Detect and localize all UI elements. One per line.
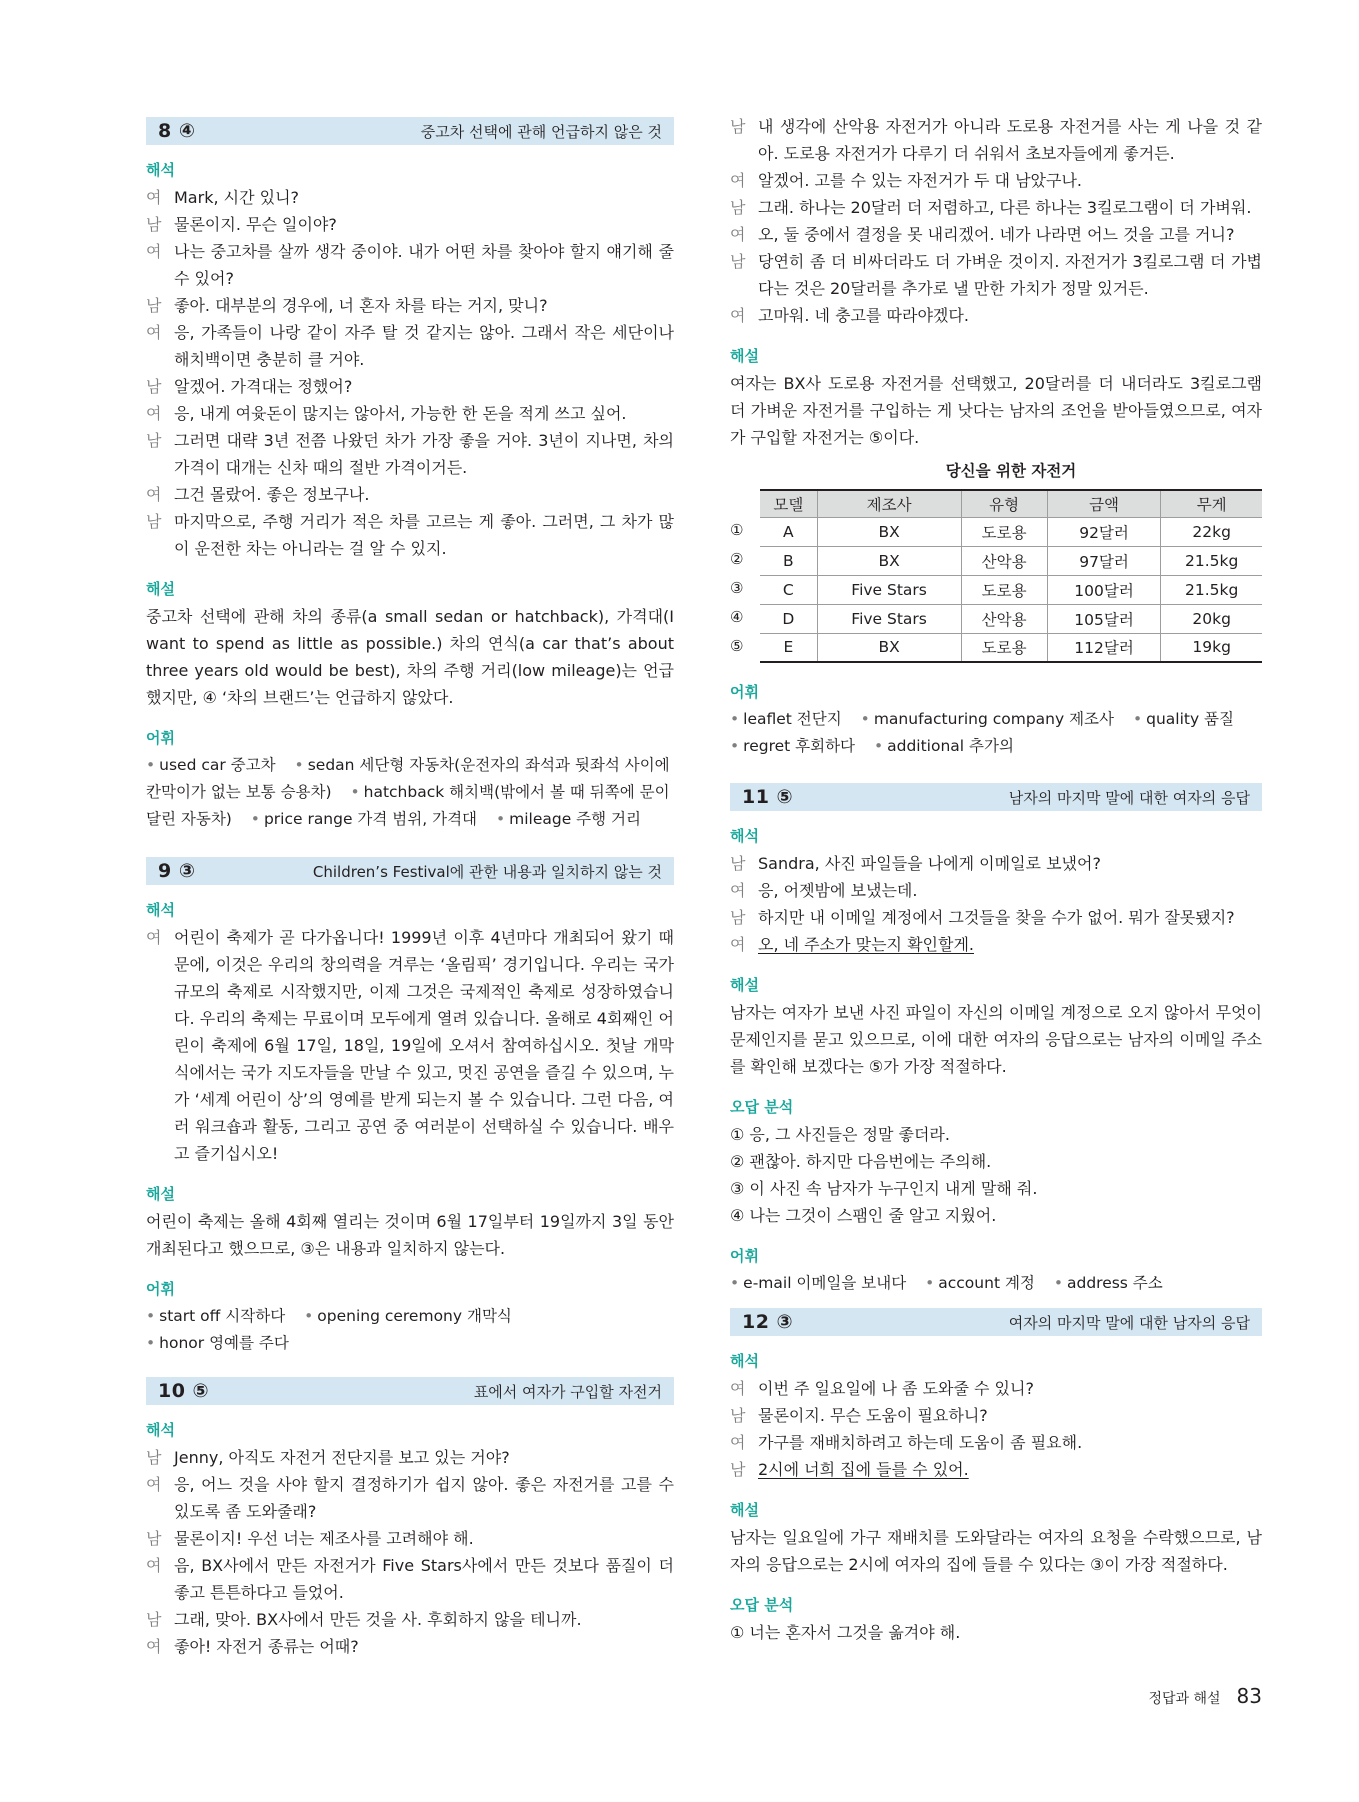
dialog-line bbox=[146, 481, 674, 508]
dialog-line bbox=[730, 1375, 1262, 1402]
utterance: 그래, 맞아. BX사에서 만든 것을 사. 후회하지 않을 테니까. bbox=[174, 1610, 582, 1629]
utterance: 고마워. 네 충고를 따라야겠다. bbox=[758, 306, 969, 325]
dialog-line bbox=[146, 238, 674, 292]
vocab-item: • regret 후회하다 bbox=[730, 737, 855, 755]
table-cell: C bbox=[760, 575, 817, 604]
table-row bbox=[760, 575, 1262, 604]
speaker: 남 bbox=[730, 117, 746, 136]
left-column bbox=[146, 117, 674, 1656]
utterance: 응, 내게 여윳돈이 많지는 않아서, 가능한 한 돈을 적게 쓰고 싶어. bbox=[174, 404, 627, 423]
dialog-line bbox=[730, 167, 1262, 194]
dialog-line bbox=[146, 1606, 674, 1633]
question-8 bbox=[146, 117, 674, 833]
table-title: 당신을 위한 자전거 bbox=[945, 462, 1077, 480]
utterance: Jenny, 아직도 자전거 전단지를 보고 있는 거야? bbox=[174, 1448, 510, 1467]
dialog-line bbox=[730, 194, 1262, 221]
table-cell: Five Stars bbox=[817, 604, 961, 633]
vocab-list bbox=[730, 706, 1262, 760]
speaker: 여 bbox=[730, 1433, 746, 1452]
section-label: 오답 분석 bbox=[730, 1596, 794, 1614]
question-11 bbox=[730, 783, 1262, 1297]
table-cell: 19kg bbox=[1161, 633, 1262, 662]
question-11-header bbox=[730, 783, 1262, 811]
question-number: 12 ③ bbox=[742, 1311, 794, 1333]
speaker: 여 bbox=[146, 928, 162, 947]
table-row bbox=[760, 633, 1262, 662]
dialog-line bbox=[146, 211, 674, 238]
dialog-line bbox=[146, 373, 674, 400]
explanation-text: 어린이 축제는 올해 4회째 열리는 것이며 6월 17일부터 19일까지 3일 동안 개최된다고 했으므로, ③은 내용과 일치하지 않는다. bbox=[146, 1212, 674, 1258]
utterance: 내 생각에 산악용 자전거가 아니라 도로용 자전거를 사는 게 나을 것 같아. 도로용 자전거가 다루기 더 쉬워서 초보자들에게 좋거든. bbox=[758, 117, 1262, 163]
section-label: 해석 bbox=[146, 161, 175, 179]
vocab-item: • price range 가격 범위, 가격대 bbox=[251, 810, 477, 828]
utterance: 물론이지. 무슨 도움이 필요하니? bbox=[758, 1406, 988, 1425]
speaker: 남 bbox=[146, 377, 162, 396]
wrong-option: ④ 나는 그것이 스팸인 줄 알고 지웠어. bbox=[730, 1206, 997, 1225]
dialog-line bbox=[730, 850, 1262, 877]
dialog-line bbox=[730, 1402, 1262, 1429]
speaker: 여 bbox=[146, 485, 162, 504]
section-label: 해석 bbox=[730, 1352, 759, 1370]
table-cell: 산악용 bbox=[961, 604, 1047, 633]
table-cell: BX bbox=[817, 517, 961, 546]
speaker: 여 bbox=[730, 935, 746, 954]
table-cell: E bbox=[760, 633, 817, 662]
dialog-line bbox=[146, 319, 674, 373]
vocab-item: • used car 중고차 bbox=[146, 756, 276, 774]
table-cell: 92달러 bbox=[1047, 517, 1161, 546]
table-cell: 도로용 bbox=[961, 575, 1047, 604]
dialog-line bbox=[730, 248, 1262, 302]
question-number: 11 ⑤ bbox=[742, 786, 794, 808]
utterance: 그래. 하나는 20달러 더 저렴하고, 다른 하나는 3킬로그램이 더 가벼워. bbox=[758, 198, 1252, 217]
utterance: 알겠어. 가격대는 정했어? bbox=[174, 377, 353, 396]
vocab-item: • honor 영예를 주다 bbox=[146, 1334, 289, 1352]
utterance: 응, 가족들이 나랑 같이 자주 탈 것 같지는 않아. 그래서 작은 세단이나 해치백이면 충분히 클 거야. bbox=[174, 323, 674, 369]
speaker: 남 bbox=[146, 1610, 162, 1629]
question-number: 10 ⑤ bbox=[158, 1380, 210, 1402]
speaker: 남 bbox=[146, 431, 162, 450]
explanation-text: 중고차 선택에 관해 차의 종류(a small sedan or hatchback), 가격대(I want to spend as little as possible.) 차의 연식(a car that’s about three years old would be best), 차의 주행 거리(low mileage)는 언급했지만, ④ ‘차의 브랜드’는 언급하지 않았다. bbox=[146, 607, 674, 707]
speaker: 여 bbox=[146, 1556, 162, 1575]
vocab-list bbox=[146, 1303, 674, 1357]
table-cell: 21.5kg bbox=[1161, 546, 1262, 575]
dialog-line bbox=[730, 931, 1262, 958]
dialog-line bbox=[146, 400, 674, 427]
question-topic: 여자의 마지막 말에 대한 남자의 응답 bbox=[1008, 1313, 1250, 1332]
table-cell: 산악용 bbox=[961, 546, 1047, 575]
wrong-option: ① 너는 혼자서 그것을 옮겨야 해. bbox=[730, 1623, 961, 1642]
speaker: 남 bbox=[730, 1460, 746, 1479]
utterance: 하지만 내 이메일 계정에서 그것들을 찾을 수가 없어. 뭐가 잘못됐지? bbox=[758, 908, 1235, 927]
bike-table bbox=[760, 489, 1262, 663]
dialog-line bbox=[730, 877, 1262, 904]
vocab-list bbox=[146, 752, 674, 833]
wrong-option: ① 응, 그 사진들은 정말 좋더라. bbox=[730, 1125, 950, 1144]
vocab-item: • account 계정 bbox=[925, 1274, 1035, 1292]
question-number: 9 ③ bbox=[158, 860, 196, 882]
dialog-line bbox=[730, 1456, 1262, 1483]
speaker: 남 bbox=[146, 1448, 162, 1467]
speaker: 남 bbox=[146, 1529, 162, 1548]
footer-label: 정답과 해설 bbox=[1148, 1691, 1221, 1707]
dialog-line bbox=[146, 1444, 674, 1471]
dialog-line bbox=[730, 904, 1262, 931]
dialog bbox=[146, 184, 674, 562]
question-topic: 남자의 마지막 말에 대한 여자의 응답 bbox=[1008, 788, 1250, 807]
speaker: 여 bbox=[730, 881, 746, 900]
column-header: 유형 bbox=[961, 490, 1047, 517]
utterance: 그러면 대략 3년 전쯤 나왔던 차가 가장 좋을 거야. 3년이 지나면, 차의 가격이 대개는 신차 때의 절반 가격이거든. bbox=[174, 431, 674, 477]
dialog-line bbox=[730, 221, 1262, 248]
table-cell: 112달러 bbox=[1047, 633, 1161, 662]
row-mark: ② bbox=[730, 550, 744, 568]
utterance: 오, 둘 중에서 결정을 못 내리겠어. 네가 나라면 어느 것을 고를 거니? bbox=[758, 225, 1235, 244]
speaker: 남 bbox=[146, 215, 162, 234]
table-cell: 20kg bbox=[1161, 604, 1262, 633]
utterance: 물론이지. 무슨 일이야? bbox=[174, 215, 337, 234]
utterance: 이번 주 일요일에 나 좀 도와줄 수 있니? bbox=[758, 1379, 1034, 1398]
dialog-line bbox=[146, 184, 674, 211]
section-label: 해설 bbox=[730, 976, 759, 994]
table-cell: 100달러 bbox=[1047, 575, 1161, 604]
vocab-item: • address 주소 bbox=[1054, 1274, 1163, 1292]
question-8-header bbox=[146, 117, 674, 145]
speaker: 여 bbox=[730, 306, 746, 325]
speaker: 남 bbox=[146, 296, 162, 315]
speaker: 여 bbox=[146, 242, 162, 261]
speaker: 남 bbox=[730, 908, 746, 927]
speaker: 여 bbox=[730, 225, 746, 244]
utterance: 가구를 재배치하려고 하는데 도움이 좀 필요해. bbox=[758, 1433, 1083, 1452]
vocab-item: • opening ceremony 개막식 bbox=[304, 1307, 512, 1325]
question-9-header bbox=[146, 857, 674, 885]
vocab-item: • leaflet 전단지 bbox=[730, 710, 842, 728]
question-topic: 중고차 선택에 관해 언급하지 않은 것 bbox=[420, 122, 662, 141]
vocab-item: • mileage 주행 거리 bbox=[496, 810, 641, 828]
speaker: 여 bbox=[146, 188, 162, 207]
question-12-header bbox=[730, 1308, 1262, 1336]
table-cell: 105달러 bbox=[1047, 604, 1161, 633]
dialog-line bbox=[146, 427, 674, 481]
question-topic: 표에서 여자가 구입할 자전거 bbox=[473, 1382, 662, 1401]
dialog-line bbox=[146, 1633, 674, 1660]
utterance: 좋아. 대부분의 경우에, 너 혼자 차를 타는 거지, 맞니? bbox=[174, 296, 548, 315]
vocab-item: • additional 추가의 bbox=[874, 737, 1014, 755]
question-9 bbox=[146, 857, 674, 1357]
explanation-text: 남자는 여자가 보낸 사진 파일이 자신의 이메일 계정으로 오지 않아서 무엇이 문제인지를 묻고 있으므로, 이에 대한 여자의 응답으로는 남자의 이메일 주소를 확인해 보겠다는 ⑤가 가장 적절하다. bbox=[730, 1003, 1262, 1076]
dialog-line bbox=[146, 924, 674, 1167]
vocab-item: • manufacturing company 제조사 bbox=[861, 710, 1114, 728]
bike-table-wrap bbox=[730, 489, 1262, 663]
speaker: 남 bbox=[730, 854, 746, 873]
section-label: 해설 bbox=[146, 580, 175, 598]
section-label: 해석 bbox=[146, 901, 175, 919]
utterance: 응, 어젯밤에 보냈는데. bbox=[758, 881, 918, 900]
section-label: 해석 bbox=[730, 827, 759, 845]
question-10-continued bbox=[730, 113, 1262, 760]
column-header: 무게 bbox=[1161, 490, 1262, 517]
table-cell: BX bbox=[817, 633, 961, 662]
vocab-item: • sedan 세단형 자동차(운전자의 좌석과 뒷좌석 사이에 칸막이가 없는 보통 승용차) bbox=[146, 756, 670, 801]
section-label: 어휘 bbox=[146, 1280, 175, 1298]
utterance: 물론이지! 우선 너는 제조사를 고려해야 해. bbox=[174, 1529, 474, 1548]
page-number: 83 bbox=[1236, 1684, 1262, 1708]
speaker: 남 bbox=[730, 252, 746, 271]
section-label: 어휘 bbox=[146, 729, 175, 747]
speaker: 남 bbox=[730, 198, 746, 217]
speaker: 여 bbox=[730, 1379, 746, 1398]
utterance: Sandra, 사진 파일들을 나에게 이메일로 보냈어? bbox=[758, 854, 1101, 873]
utterance: 음, BX사에서 만든 자전거가 Five Stars사에서 만든 것보다 품질이 더 좋고 튼튼하다고 들었어. bbox=[174, 1556, 674, 1602]
question-10-header bbox=[146, 1377, 674, 1405]
utterance: 좋아! 자전거 종류는 어때? bbox=[174, 1637, 359, 1656]
section-label: 해설 bbox=[730, 1501, 759, 1519]
row-mark: ⑤ bbox=[730, 637, 744, 655]
table-cell: BX bbox=[817, 546, 961, 575]
table-cell: 21.5kg bbox=[1161, 575, 1262, 604]
table-row bbox=[760, 517, 1262, 546]
speaker: 남 bbox=[730, 1406, 746, 1425]
column-header: 모델 bbox=[760, 490, 817, 517]
utterance: 어린이 축제가 곧 다가옵니다! 1999년 이후 4년마다 개최되어 왔기 때문에, 이것은 우리의 창의력을 겨루는 ‘올림픽’ 경기입니다. 우리는 국가 규모의 축제로 시작했지만, 이제 그것은 국제적인 축제로 성장하였습니다. 우리의 축제는 무료이며 모두에게 열려 있습니다. 올해로 4회째인 어린이 축제에 6월 17일, 18일, 19일에 오셔서 참여하십시오. 첫날 개막식에서는 국가 지도자들을 만날 수 있고, 멋진 공연을 즐길 수 있으며, 누가 ‘세계 어린이 상’의 영예를 받게 되는지 볼 수 있습니다. 그런 다음, 여러 워크숍과 활동, 그리고 공연 중 여러분이 선택하실 수 있습니다. 배우고 즐기십시오! bbox=[174, 928, 674, 1163]
section-label: 해석 bbox=[146, 1421, 175, 1439]
vocab-item: • quality 품질 bbox=[1133, 710, 1234, 728]
speaker: 여 bbox=[146, 323, 162, 342]
table-cell: 도로용 bbox=[961, 633, 1047, 662]
section-label: 어휘 bbox=[730, 1247, 759, 1265]
dialog-line bbox=[730, 113, 1262, 167]
question-12 bbox=[730, 1308, 1262, 1646]
question-10 bbox=[146, 1377, 674, 1660]
table-header-row bbox=[760, 490, 1262, 517]
question-number: 8 ④ bbox=[158, 120, 196, 142]
dialog-line bbox=[146, 1525, 674, 1552]
row-mark: ③ bbox=[730, 579, 744, 597]
utterance: 나는 중고차를 살까 생각 중이야. 내가 어떤 차를 찾아야 할지 얘기해 줄 수 있어? bbox=[174, 242, 674, 288]
table-cell: D bbox=[760, 604, 817, 633]
section-label: 어휘 bbox=[730, 683, 759, 701]
wrong-option: ② 괜찮아. 하지만 다음번에는 주의해. bbox=[730, 1152, 992, 1171]
explanation-text: 여자는 BX사 도로용 자전거를 선택했고, 20달러를 더 내더라도 3킬로그램 더 가벼운 자전거를 구입하는 게 낫다는 남자의 조언을 받아들였으므로, 여자가 구입할 자전거는 ⑤이다. bbox=[730, 374, 1262, 447]
dialog-line bbox=[146, 292, 674, 319]
right-column bbox=[730, 113, 1262, 1642]
table-row bbox=[760, 546, 1262, 575]
row-marks bbox=[730, 516, 754, 661]
speaker: 여 bbox=[146, 1637, 162, 1656]
section-label: 해설 bbox=[146, 1185, 175, 1203]
wrong-option: ③ 이 사진 속 남자가 누구인지 내게 말해 줘. bbox=[730, 1179, 1038, 1198]
speaker: 여 bbox=[146, 404, 162, 423]
utterance: 그건 몰랐어. 좋은 정보구나. bbox=[174, 485, 370, 504]
utterance: 응, 어느 것을 사야 할지 결정하기가 쉽지 않아. 좋은 자전거를 고를 수 있도록 좀 도와줄래? bbox=[174, 1475, 674, 1521]
dialog-line bbox=[146, 508, 674, 562]
table-cell: Five Stars bbox=[817, 575, 961, 604]
row-mark: ① bbox=[730, 521, 744, 539]
utterance: 당연히 좀 더 비싸더라도 더 가벼운 것이지. 자전거가 3킬로그램 더 가볍다는 것은 20달러를 추가로 낼 만한 가치가 정말 있거든. bbox=[758, 252, 1262, 298]
speaker: 여 bbox=[730, 171, 746, 190]
vocab-list bbox=[730, 1270, 1262, 1297]
vocab-item: • start off 시작하다 bbox=[146, 1307, 285, 1325]
explanation-text: 남자는 일요일에 가구 재배치를 도와달라는 여자의 요청을 수락했으므로, 남자의 응답으로는 2시에 여자의 집에 들를 수 있다는 ③이 가장 적절하다. bbox=[730, 1528, 1262, 1574]
speaker: 남 bbox=[146, 512, 162, 531]
question-topic: Children’s Festival에 관한 내용과 일치하지 않는 것 bbox=[312, 862, 662, 881]
page-footer bbox=[1148, 1684, 1262, 1708]
table-cell: 22kg bbox=[1161, 517, 1262, 546]
dialog-line bbox=[146, 1471, 674, 1525]
section-label: 오답 분석 bbox=[730, 1098, 794, 1116]
utterance: Mark, 시간 있니? bbox=[174, 188, 300, 207]
column-header: 금액 bbox=[1047, 490, 1161, 517]
table-cell: B bbox=[760, 546, 817, 575]
vocab-item: • e-mail 이메일을 보내다 bbox=[730, 1274, 906, 1292]
section-label: 해설 bbox=[730, 347, 759, 365]
column-header: 제조사 bbox=[817, 490, 961, 517]
table-row bbox=[760, 604, 1262, 633]
utterance: 마지막으로, 주행 거리가 적은 차를 고르는 게 좋아. 그러면, 그 차가 많이 운전한 차는 아니라는 걸 알 수 있지. bbox=[174, 512, 674, 558]
answer-utterance: 오, 네 주소가 맞는지 확인할게. bbox=[758, 935, 974, 954]
dialog-line bbox=[730, 302, 1262, 329]
speaker: 여 bbox=[146, 1475, 162, 1494]
dialog-line bbox=[730, 1429, 1262, 1456]
row-mark: ④ bbox=[730, 608, 744, 626]
utterance: 알겠어. 고를 수 있는 자전거가 두 대 남았구나. bbox=[758, 171, 1082, 190]
dialog-line bbox=[146, 1552, 674, 1606]
table-cell: A bbox=[760, 517, 817, 546]
table-cell: 97달러 bbox=[1047, 546, 1161, 575]
answer-utterance: 2시에 너희 집에 들를 수 있어. bbox=[758, 1460, 969, 1479]
table-cell: 도로용 bbox=[961, 517, 1047, 546]
vocab-item: • hatchback 해치백(밖에서 볼 때 뒤쪽에 문이 달린 자동차) bbox=[146, 783, 670, 828]
